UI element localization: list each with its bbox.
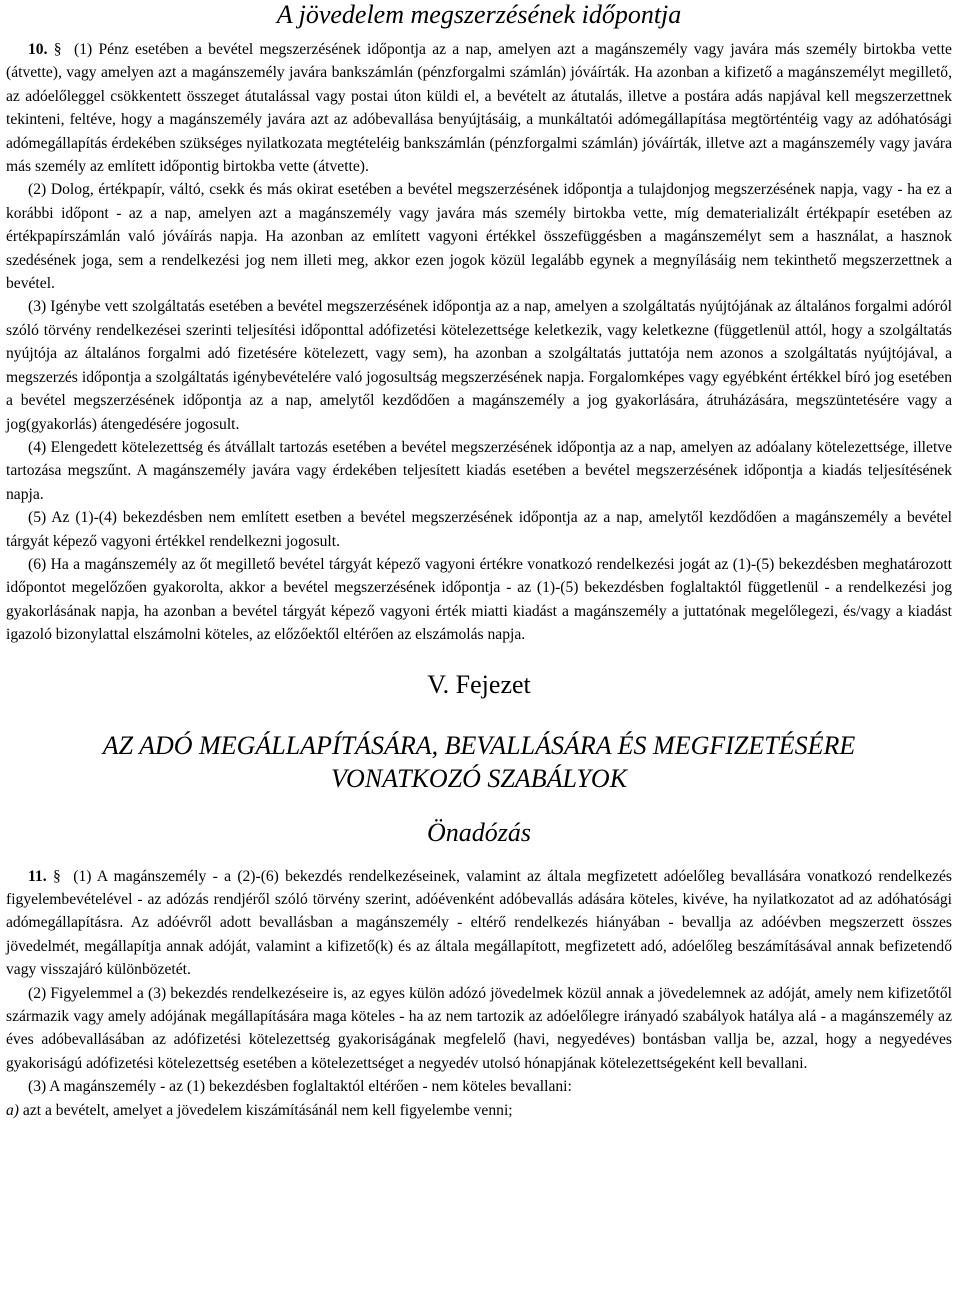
section-number: 10. (28, 41, 48, 58)
chapter-title-line-2: VONATKOZÓ SZABÁLYOK (330, 763, 628, 793)
item-letter: a) (6, 1101, 19, 1119)
section-10-paragraph-3: (3) Igénybe vett szolgáltatás esetében a bevétel megszerzésének időpontja az a nap, amelyen a szolgáltatás nyújtójának az általános forgalmi adóról szóló törvény rendelkezései szerinti teljesítési időponttal adófizetési kötelezettsége keletkezik, vagy keletkezne (függetlenül attól, hogy a szolgáltatás nyújtója az általános forgalmi adó fizetésére kötelezett, vagy sem), ha azonban a szolgáltatás juttatója nem azonos a szolgáltatás nyújtójával, a megszerzés időpontja a szolgáltatás igénybevételére való jogosultság megszerzésének napja. Forgalomképes vagy egyébként értékkel bíró jog esetében a bevétel megszerzésének időpontja az a nap, amelytől kezdődően a magánszemély a jog gyakorlására, átruházására, megszüntetésére vagy a jog(gyakorlás) átengedésére jogosult. (6, 298, 952, 433)
chapter-heading: V. Fejezet (427, 669, 531, 699)
paragraph-text: (1) A magánszemély - a (2)-(6) bekezdés rendelkezéseinek, valamint az általa megfizetett adóelőleg bevallására vonatkozó rendelkezés figyelembevételével - az adózás rendjéről szóló törvény szerint, adóévenként adóbevallás adására köteles, kivéve, ha nyilatkozatot ad az adóhatósági adómegállapításra. Az adóévről adott bevallásban a magánszemély - eltérő rendelkezés hiányában - bevallja az adóévben megszerzett összes jövedelmét, megállapítja annak adóját, valamint a kifizető(k) és az általa megállapított, megfizetett adó, adóelőleg beszámításával annak befizetendő vagy visszajáró különbözetét. (6, 867, 952, 979)
section-heading: A jövedelem megszerzésének időpontja (276, 0, 682, 29)
section-10-paragraph-5: (5) Az (1)-(4) bekezdésben nem említett esetben a bevétel megszerzésének időpontja az a nap, amelytől kezdődően a magánszemély a bevétel tárgyát képező vagyoni értékkel rendelkezni jogosult. (6, 509, 952, 550)
subsection-heading: Önadózás (426, 817, 531, 847)
item-text: azt a bevételt, amelyet a jövedelem kiszámításánál nem kell figyelembe venni; (22, 1101, 513, 1119)
section-10-paragraph-2: (2) Dolog, értékpapír, váltó, csekk és más okirat esetében a bevétel megszerzésének időpontja a tulajdonjog megszerzésének napja, vagy - ha ez a korábbi időpont - az a nap, amelyen azt a magánszemély vagy javára más személy birtokba vette, míg dematerializált értékpapír esetében az értékpapírszámlán való jóváírás napja. Ha azonban az említett vagyoni értékkel összefüggésben a magánszemélyt sem a használat, a hasznok szedésének joga, sem a rendelkezési jog nem illeti meg, akkor ezen jogok közül legalább egynek a megnyílásáig nem tekinthető megszerzettnek a bevétel. (6, 181, 952, 293)
chapter-title (6, 729, 952, 795)
section-sign: § (52, 867, 61, 885)
section-10-paragraph-1 (6, 38, 952, 178)
section-sign: § (53, 41, 62, 58)
section-11-item-a (6, 1099, 952, 1122)
paragraph-text: (1) Pénz esetében a bevétel megszerzésének időpontja az a nap, amelyen azt a magánszemély vagy javára más személy birtokba vette (átvette), vagy amelyen azt a magánszemély javára bankszámlán (pénzforgalmi számlán) jóváírták. Ha azonban a kifizető a magánszemélyt megillető, az adóelőleggel csökkentett összeget átutalással vagy postai úton küldi el, a bevételt az átutalás, illetve a postára adás napjával kell megszerzettnek tekinteni, feltéve, hogy a magánszemély javára azt az adóbevallása benyújtásáig, a munkáltatói adómegállapítása megtörténtéig vagy az adóhatósági adómegállapítás érdekében szükséges nyilatkozata megtételéig bankszámlán (pénzforgalmi számlán) jóváírták, illetve azt a magánszemély vagy javára más személy az említett időpontig birtokba vette (átvette). (6, 41, 952, 176)
section-11-paragraph-1 (6, 865, 952, 982)
section-11-paragraph-2: (2) Figyelemmel a (3) bekezdés rendelkezéseire is, az egyes külön adózó jövedelmek közül annak a jövedelemnek az adóját, amely nem kifizetőtől származik vagy amely adójának megállapítására maga köteles - ha az nem tartozik az adóelőlegre irányadó szabályok hatálya alá - a magánszemély az éves adóbevallásában az adófizetési kötelezettség gyakoriságának megfelelő (havi, negyedéves) bontásban vallja be, azzal, hogy a negyedéves gyakoriságú adófizetési kötelezettség esetében a kötelezettséget a negyedév utolsó hónapjának kötelezettségeként kell bevallani. (6, 984, 952, 1072)
section-number: 11. (28, 867, 47, 885)
section-10-paragraph-4: (4) Elengedett kötelezettség és átvállalt tartozás esetében a bevétel megszerzésének időpontja az a nap, amelyen az adóalany kötelezettsége, illetve tartozása megszűnt. A magánszemély javára vagy érdekében teljesített kiadás esetében a bevétel megszerzésének időpontja a kiadás teljesítésének napja. (6, 438, 952, 503)
chapter-title-line-1: AZ ADÓ MEGÁLLAPÍTÁSÁRA, BEVALLÁSÁRA ÉS MEGFIZETÉSÉRE (102, 730, 856, 760)
section-10-paragraph-6: (6) Ha a magánszemély az őt megillető bevétel tárgyát képező vagyoni értékre vonatkozó rendelkezési jogát az (1)-(5) bekezdésben meghatározott időpontot megelőzően gyakorolta, akkor a bevétel megszerzésének időpontja - az (1)-(5) bekezdésben foglaltaktól függetlenül - a rendelkezési jog gyakorlásának napja, ha azonban a bevétel tárgyát képező vagyoni érték miatti kiadást a magánszemély a juttatónak megelőlegezi, és/vagy a kiadást igazoló bizonylattal elszámolni köteles, az előzőektől eltérően az elszámolás napja. (6, 555, 952, 644)
section-11-paragraph-3: (3) A magánszemély - az (1) bekezdésben foglaltaktól eltérően - nem köteles bevallani: (28, 1078, 572, 1096)
